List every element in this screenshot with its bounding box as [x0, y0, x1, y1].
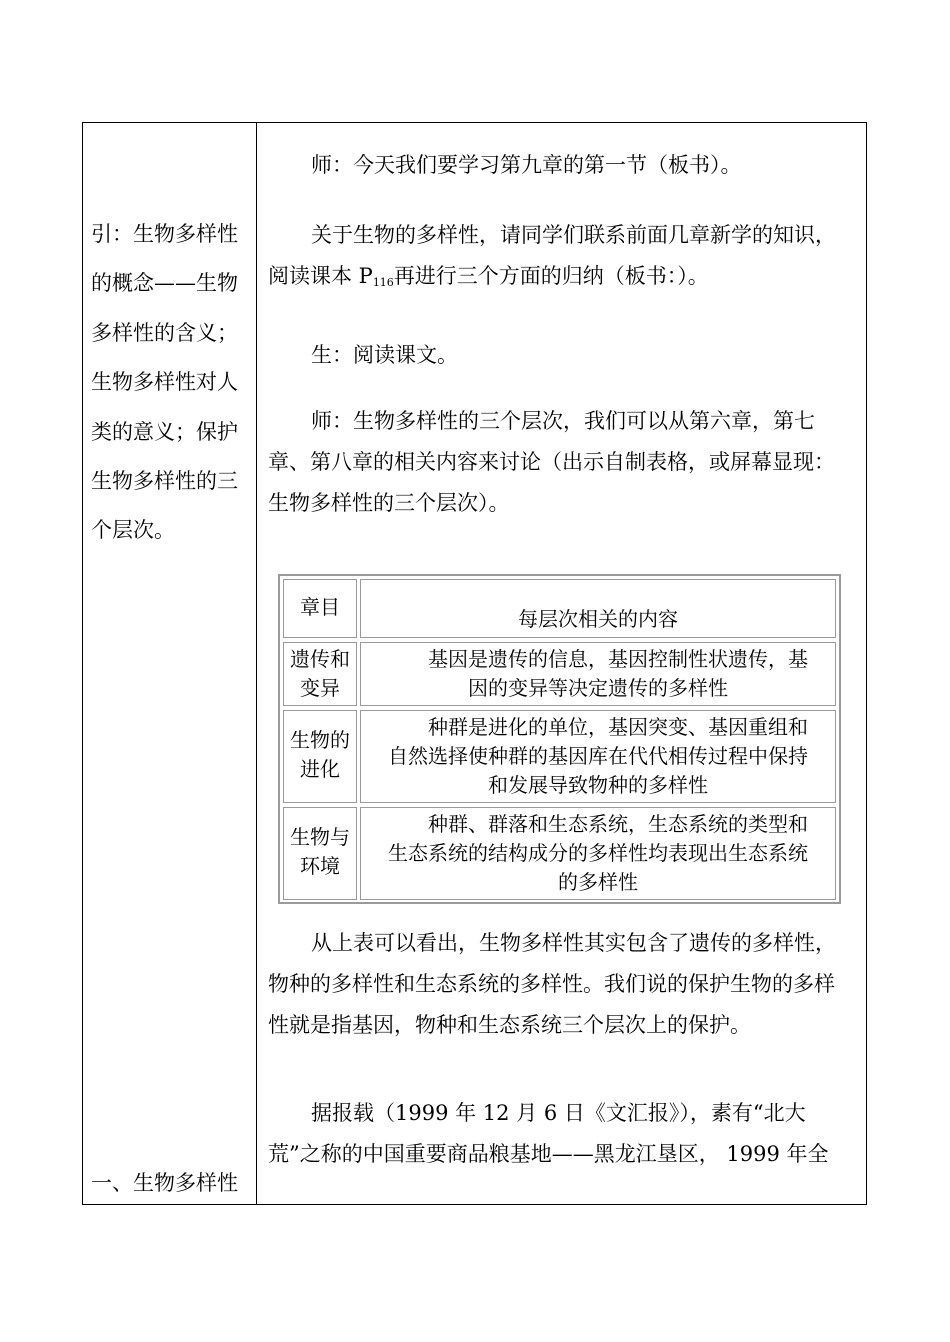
- row-content-cell: [360, 642, 836, 706]
- paragraph-5-line: 性就是指基因，物种和生态系统三个层次上的保护。: [268, 1013, 751, 1037]
- text-fragment: 阅读课本 P: [268, 264, 373, 288]
- text-fragment: 再进行三个方面的归纳（板书：）。: [393, 264, 709, 288]
- left-note-line: 生物多样性对人: [91, 370, 238, 395]
- paragraph-3: 生：阅读课文。: [311, 343, 458, 367]
- paragraph-6-line: 荒”之称的中国重要商品粮基地——黑龙江垦区， 1999 年全: [268, 1142, 829, 1166]
- header-chapter: 章目: [283, 579, 357, 638]
- row-content-cell: [360, 807, 836, 900]
- row-chapter-cell: [283, 710, 357, 803]
- content-line: 自然选择使种群的基因库在代代相传过程中保持: [388, 744, 808, 768]
- paragraph-4-line: 师：生物多样性的三个层次，我们可以从第六章，第七: [311, 409, 815, 433]
- paragraph-5: [268, 923, 863, 1046]
- row-chapter-cell: [283, 642, 357, 706]
- content-line: 基因是遗传的信息，基因控制性状遗传，基: [428, 647, 808, 671]
- lesson-plan-table: [82, 122, 867, 1205]
- paragraph-6-line: 据报载（1999 年 12 月 6 日《文汇报》），素有“北大: [311, 1101, 806, 1125]
- chapter-line: 遗传和: [290, 647, 350, 671]
- column-divider: [256, 123, 257, 1204]
- paragraph-1: 师：今天我们要学习第九章的第一节（板书）。: [311, 153, 742, 177]
- chapter-line: 变异: [300, 676, 340, 700]
- content-line: 和发展导致物种的多样性: [488, 773, 708, 797]
- paragraph-2-line: 关于生物的多样性，请同学们联系前面几章新学的知识，: [311, 223, 836, 247]
- content-line: 的多样性: [558, 870, 638, 894]
- chapter-line: 进化: [300, 757, 340, 781]
- chapter-line: 生物与: [290, 825, 350, 849]
- paragraph-2-line: [268, 256, 863, 303]
- section-heading-left: 一、生物多样性: [91, 1171, 238, 1195]
- content-line: 种群、群落和生态系统，生态系统的类型和: [428, 812, 808, 836]
- left-note-line: 的概念——生物: [91, 271, 238, 296]
- row-chapter-cell: [283, 807, 357, 900]
- paragraph-4-line: 生物多样性的三个层次）。: [268, 491, 510, 515]
- page-number-subscript: 116: [372, 276, 394, 289]
- left-note-line: 多样性的含义；: [91, 320, 238, 345]
- chapter-line: 环境: [300, 854, 340, 878]
- content-line: 因的变异等决定遗传的多样性: [468, 676, 728, 700]
- biodiversity-levels-table: [278, 574, 841, 904]
- paragraph-6: [268, 1093, 863, 1175]
- paragraph-4: [268, 401, 863, 524]
- content-line: 生态系统的结构成分的多样性均表现出生态系统: [388, 841, 808, 865]
- paragraph-4-line: 章、第八章的相关内容来讨论（出示自制表格，或屏幕显现：: [268, 450, 835, 474]
- chapter-line: 生物的: [290, 728, 350, 752]
- row-content-cell: [360, 710, 836, 803]
- left-note-line: 引：生物多样性: [91, 222, 238, 246]
- paragraph-5-line: 物种的多样性和生态系统的多样性。我们说的保护生物的多样: [268, 972, 835, 996]
- paragraph-2: [268, 215, 863, 303]
- paragraph-5-line: 从上表可以看出，生物多样性其实包含了遗传的多样性，: [311, 931, 836, 955]
- left-column-notes: [91, 210, 251, 556]
- left-note-line: 生物多样性的三: [91, 469, 238, 494]
- content-line: 种群是进化的单位，基因突变、基因重组和: [428, 715, 808, 739]
- header-content: 每层次相关的内容: [360, 579, 836, 638]
- left-note-line: 类的意义；保护: [91, 419, 238, 444]
- left-note-line: 个层次。: [91, 518, 175, 543]
